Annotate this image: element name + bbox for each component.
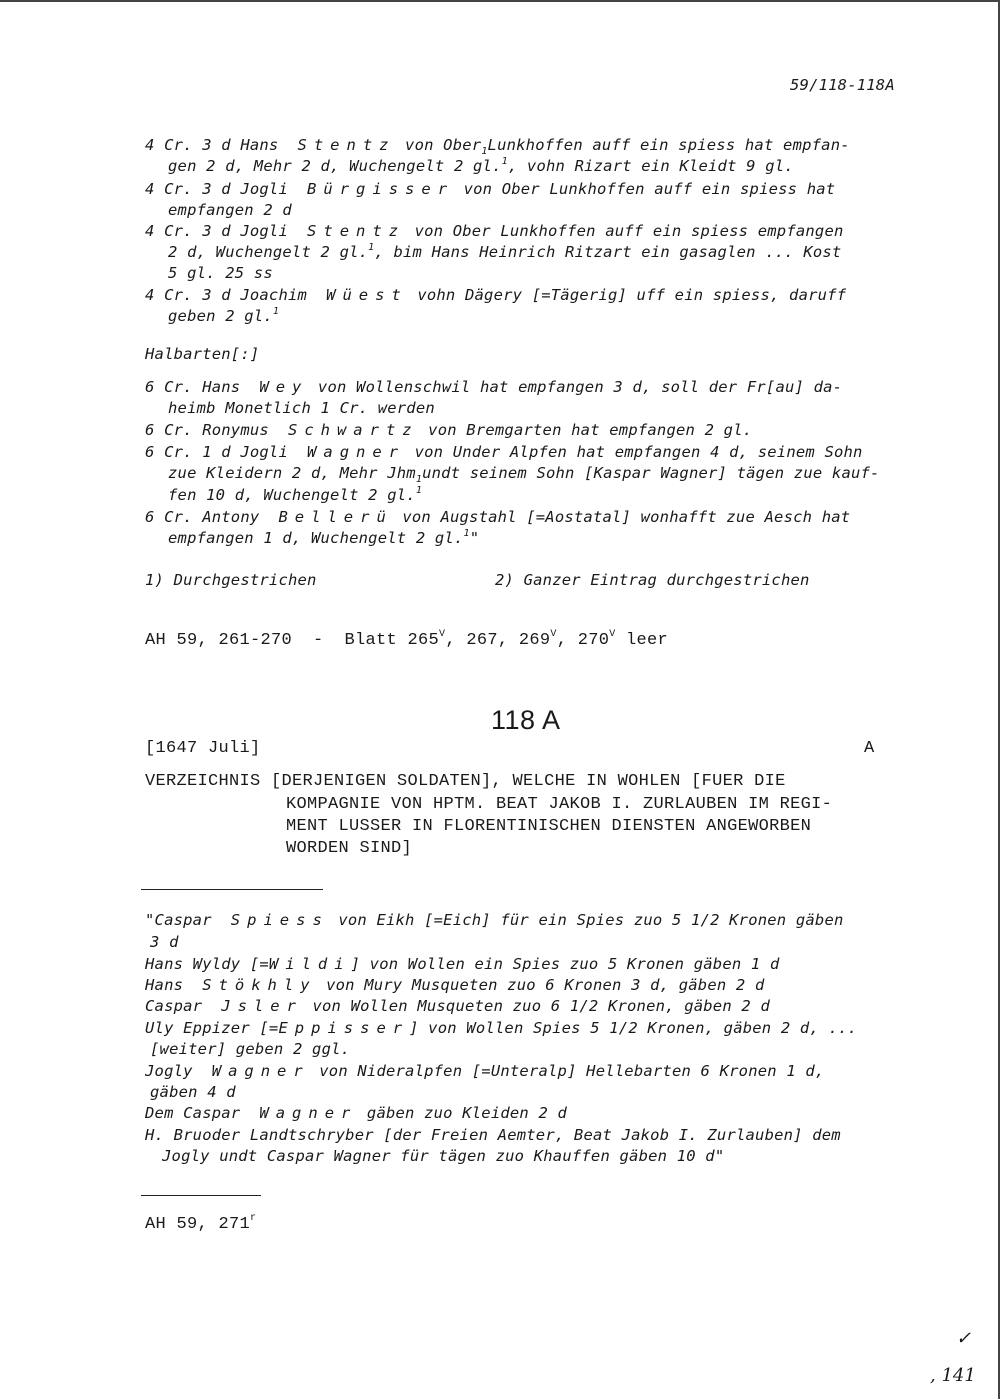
archive-reference: AH 59, 261-270 - Blatt $265^V$, 267, $269^V$, $270^V$ leer [145,629,669,650]
entry-line: fen 10 d, Wuchengelt 2 gl.$^1$ [168,484,423,504]
handwritten-check-mark: ✓ [956,1328,972,1349]
entry-line: heimb Monetlich 1 Cr. werden [168,399,435,417]
list-item: "Caspar Spiess von Eikh [=Eich] für ein Spies zuo 5 1/2 Kronen gäben [145,911,844,929]
document-title-line: KOMPAGNIE VON HPTM. BEAT JAKOB I. ZURLAUBEN IM REGI- [286,795,833,814]
list-item: Hans Stökhly von Mury Musqueten zuo 6 Kronen 3 d, gäben 2 d [145,976,765,994]
footnote-1: 1) Durchgestrichen [145,571,317,589]
footnote-2: 2) Ganzer Eintrag durchgestrichen [495,571,810,589]
list-item-cont: 3 d [150,933,179,951]
list-item-cont: [weiter] geben 2 ggl. [150,1040,351,1058]
entry-line: empfangen 1 d, Wuchengelt 2 gl.$^1$" [168,527,480,547]
entry-line: 4 Cr. 3 d Jogli Bürgisser von Ober Lunkhoffen auff ein spiess hat [145,180,836,198]
list-item: Dem Caspar Wagner gäben zuo Kleiden 2 d [145,1104,568,1122]
document-date: [1647 Juli] [145,739,261,758]
document-title-line: VERZEICHNIS [DERJENIGEN SOLDATEN], WELCHE IN WOHLEN [FUER DIE [145,772,786,791]
entry-line: 4 Cr. 3 d Jogli Stentz von Ober Lunkhoffen auff ein spiess empfangen [145,222,844,240]
document-letter: A [864,739,875,758]
entry-line: 5 gl. 25 ss [168,264,273,282]
list-item-cont: gäben 4 d [150,1083,236,1101]
page-border-top [0,0,1000,2]
entry-line: 4 Cr. 3 d Joachim Wüest vohn Dägery [=Tägerig] uff ein spiess, daruff [145,286,847,304]
list-item: Caspar Jsler von Wollen Musqueten zuo 6 1/2 Kronen, gäben 2 d [145,997,770,1015]
separator-rule [141,1195,261,1196]
entry-line: zue Kleidern 2 d, Mehr Jhm$_1$undt seinem Sohn [Kaspar Wagner] tägen zue kauf- [168,464,880,486]
entry-line: geben 2 gl.$^1$ [168,305,280,325]
list-item: H. Bruoder Landtschryber [der Freien Aemter, Beat Jakob I. Zurlauben] dem [145,1126,841,1144]
entry-line: 6 Cr. Hans Wey von Wollenschwil hat empfangen 3 d, soll der Fr[au] da- [145,378,843,396]
section-heading-halbarten: Halbarten[:] [145,345,260,363]
entry-line: 6 Cr. Ronymus Schwartz von Bremgarten hat empfangen 2 gl. [145,421,753,439]
document-title-line: MENT LUSSER IN FLORENTINISCHEN DIENSTEN ANGEWORBEN [286,817,812,836]
document-title-line: WORDEN SIND] [286,839,413,858]
list-item: Uly Eppizer [=Eppisser] von Wollen Spies 5 1/2 Kronen, gäben 2 d, ... [145,1019,858,1037]
list-item: Jogly Wagner von Nideralpfen [=Unteralp] Hellebarten 6 Kronen 1 d, [145,1062,825,1080]
list-item-cont: Jogly undt Caspar Wagner für tägen zuo Khauffen gäben 10 d" [162,1147,725,1165]
document-number: 118 A [491,705,561,735]
archive-reference-2: AH 59, 271$^r$ [145,1213,257,1234]
separator-rule [141,889,323,890]
entry-line: gen 2 d, Mehr 2 d, Wuchengelt 2 gl.$^1$, vohn Rizart ein Kleidt 9 gl. [168,155,794,175]
entry-line: 4 Cr. 3 d Hans Stentz von Ober$_1$Lunkhoffen auff ein spiess hat empfan- [145,136,850,158]
entry-line: 2 d, Wuchengelt 2 gl.$^1$, bim Hans Heinrich Ritzart ein gasaglen ... Kost [168,241,842,261]
handwritten-page-number: , 141 [930,1365,976,1386]
page-reference: 59/118-118A [790,76,895,94]
list-item: Hans Wyldy [=Wildi] von Wollen ein Spies zuo 5 Kronen gäben 1 d [145,955,780,973]
entry-line: 6 Cr. Antony Bellerü von Augstahl [=Aostatal] wonhafft zue Aesch hat [145,508,851,526]
entry-line: 6 Cr. 1 d Jogli Wagner von Under Alpfen hat empfangen 4 d, seinem Sohn [145,443,863,461]
entry-line: empfangen 2 d [168,201,292,219]
